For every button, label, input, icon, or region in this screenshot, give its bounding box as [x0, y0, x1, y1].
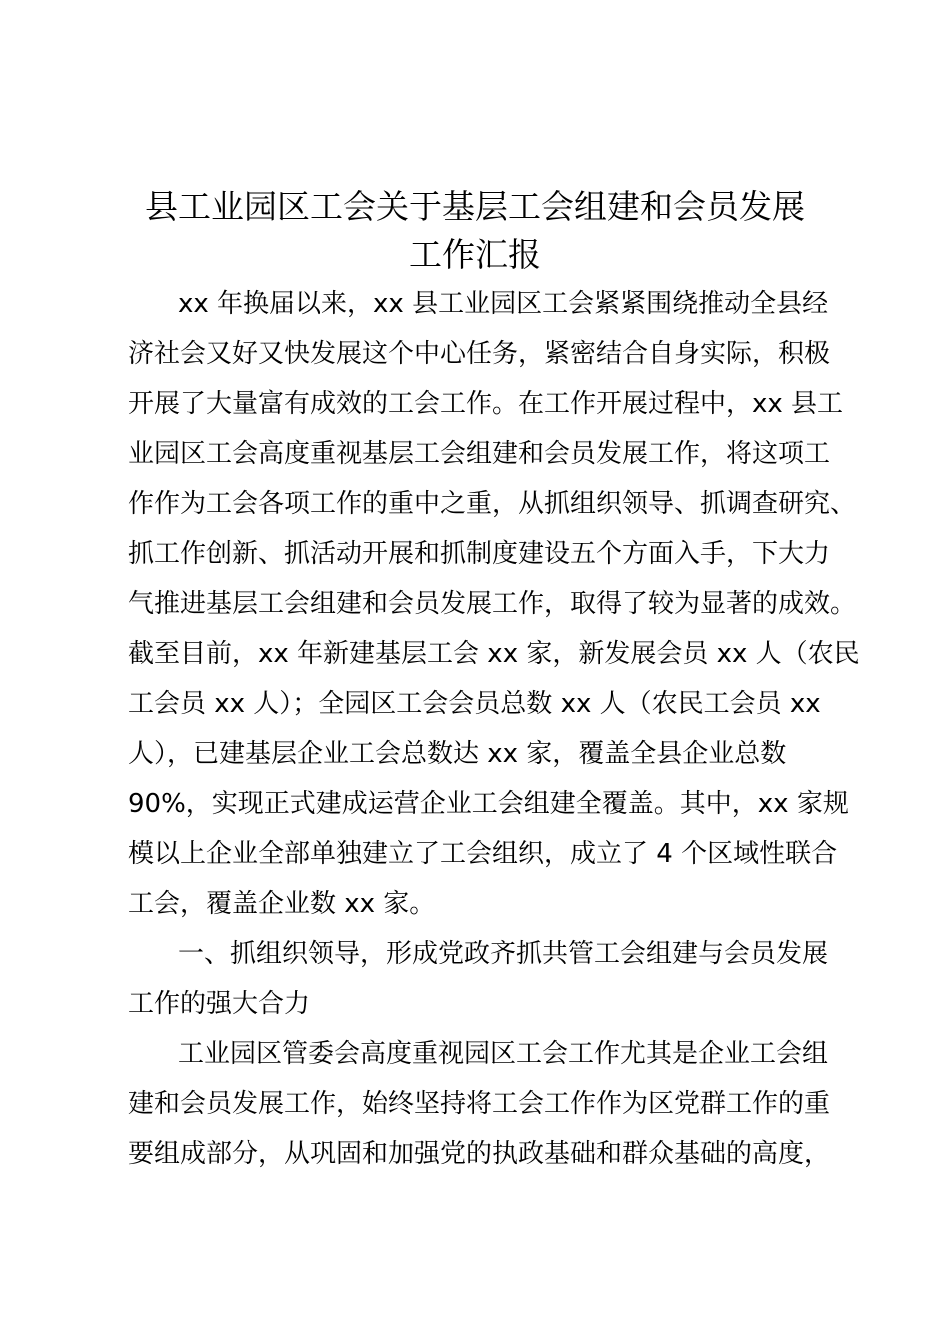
section1-body-line-3: 要组成部分，从巩固和加强党的执政基础和群众基础的高度，	[128, 1139, 831, 1169]
intro-line-9: 工会员 xx 人）；全园区工会会员总数 xx 人（农民工会员 xx	[128, 689, 821, 719]
intro-line-7: 气推进基层工会组建和会员发展工作，取得了较为显著的成效。	[128, 589, 857, 619]
document-title-line-1: 县工业园区工会关于基层工会组建和会员发展	[145, 187, 805, 226]
section1-body-line-2: 建和会员发展工作，始终坚持将工会工作作为区党群工作的重	[128, 1089, 831, 1119]
section1-heading-line-2: 工作的强大合力	[128, 989, 311, 1019]
intro-line-4: 业园区工会高度重视基层工会组建和会员发展工作，将这项工	[128, 439, 831, 469]
section1-heading-line-1: 一、抓组织领导，形成党政齐抓共管工会组建与会员发展	[178, 939, 829, 969]
section1-body-line-1: 工业园区管委会高度重视园区工会工作尤其是企业工会组	[178, 1039, 829, 1069]
intro-line-6: 抓工作创新、抓活动开展和抓制度建设五个方面入手，下大力	[128, 539, 831, 569]
intro-line-2: 济社会又好又快发展这个中心任务，紧密结合自身实际，积极	[128, 339, 831, 369]
document-title-line-2: 工作汇报	[409, 235, 541, 274]
intro-line-10: 人），已建基层企业工会总数达 xx 家，覆盖全县企业总数	[128, 739, 787, 769]
intro-line-5: 作作为工会各项工作的重中之重，从抓组织领导、抓调查研究、	[128, 489, 857, 519]
intro-line-13: 工会，覆盖企业数 xx 家。	[128, 889, 436, 919]
intro-line-8: 截至目前，xx 年新建基层工会 xx 家，新发展会员 xx 人（农民	[128, 639, 860, 669]
intro-line-11: 90%，实现正式建成运营企业工会组建全覆盖。其中，xx 家规	[128, 789, 849, 819]
intro-line-3: 开展了大量富有成效的工会工作。在工作开展过程中，xx 县工	[128, 389, 844, 419]
intro-line-1: xx 年换届以来，xx 县工业园区工会紧紧围绕推动全县经	[178, 289, 829, 319]
intro-line-12: 模以上企业全部单独建立了工会组织，成立了 4 个区域性联合	[128, 839, 838, 869]
